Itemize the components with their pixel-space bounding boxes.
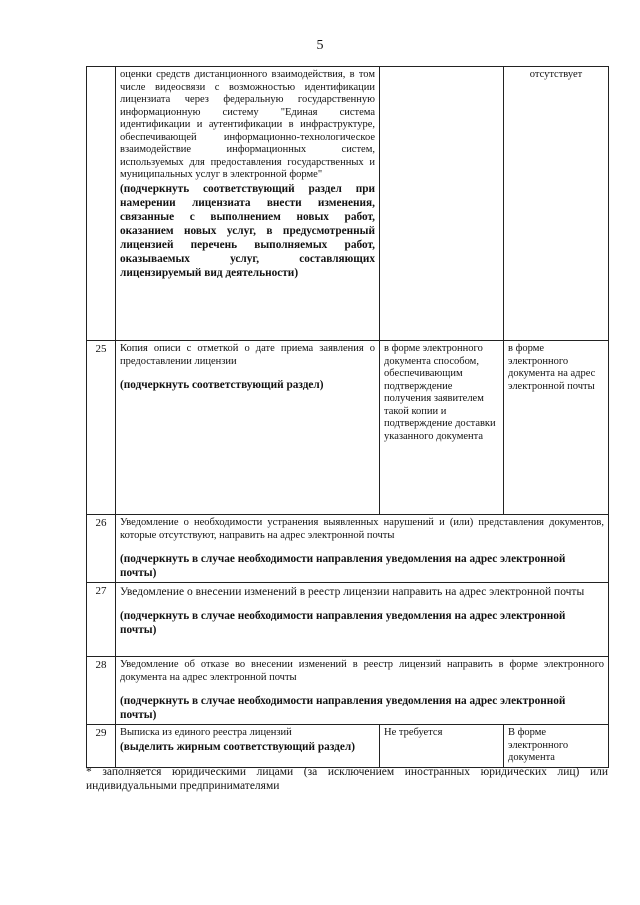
- row-instruction: (подчеркнуть соответствующий раздел при намерении лицензиата внести изменения, связанные с выполнением новых работ, оказанием новых услуг, в предусмотренный лицензией перечень выполняемых работ, оказываемых услуг, составляющих лицензируемый вид деятельности): [120, 182, 375, 279]
- row-text: Копия описи с отметкой о дате приема заявления о предоставлении лицензии: [120, 343, 375, 367]
- row-instruction: (подчеркнуть в случае необходимости направления уведомления на адрес электронной почты): [120, 553, 566, 579]
- row-instruction: (подчеркнуть в случае необходимости направления уведомления на адрес электронной почты): [120, 610, 566, 636]
- row-description: [116, 341, 380, 515]
- row-text: Уведомление о необходимости устранения выявленных нарушений и (или) представления документов, которые отсутствуют, направить на адрес электронной почты: [120, 517, 604, 541]
- row-instruction: (подчеркнуть соответствующий раздел): [120, 379, 324, 391]
- table-row-29: [87, 725, 609, 768]
- row-text: Уведомление о внесении изменений в реестр лицензии направить на адрес электронной почты: [120, 586, 585, 598]
- row-number: 28: [87, 657, 116, 725]
- row-text: Выписка из единого реестра лицензий: [120, 727, 292, 738]
- row-text: оценки средств дистанционного взаимодействия, в том числе видеосвязи с возможностью идентификации лицензиата через федеральную государственную информационную систему "Единая система идентификации и аутентификации в инфраструктуре, обеспечивающей информационно-технологическое взаимодействие информационных систем, используемых для предоставления государственных и муниципальных услуг в электронной форме": [120, 69, 375, 180]
- row-instruction: (выделить жирным соответствующий раздел): [120, 740, 355, 753]
- row-description: [116, 657, 609, 725]
- document-table: [86, 66, 609, 768]
- row-col4: в форме электронного документа на адрес электронной почты: [504, 341, 609, 515]
- page-number: 5: [316, 38, 324, 53]
- row-number: 25: [87, 341, 116, 515]
- row-col3: [380, 67, 504, 341]
- row-col4: отсутствует: [504, 67, 609, 341]
- row-number: 26: [87, 515, 116, 583]
- row-description: [116, 583, 609, 657]
- row-description: [116, 725, 380, 768]
- row-description: [116, 67, 380, 341]
- table-row-27: [87, 583, 609, 657]
- row-col3: Не требуется: [380, 725, 504, 768]
- footnote: * заполняется юридическими лицами (за исключением иностранных юридических лиц) или индивидуальными предпринимателями: [86, 766, 608, 792]
- table-row-28: [87, 657, 609, 725]
- row-text: Уведомление об отказе во внесении изменений в реестр лицензий направить в форме электронного документа на адрес электронной почты: [120, 659, 604, 683]
- row-description: [116, 515, 609, 583]
- table-row-26: [87, 515, 609, 583]
- row-col3: в форме электронного документа способом, обеспечивающим подтверждение получения заявителем такой копии и подтверждение доставки указанного документа: [380, 341, 504, 515]
- table-row-25: [87, 341, 609, 515]
- row-col4: В форме электронного документа: [504, 725, 609, 768]
- row-instruction: (подчеркнуть в случае необходимости направления уведомления на адрес электронной почты): [120, 695, 566, 721]
- row-number: 27: [87, 583, 116, 657]
- table-row-24: [87, 67, 609, 341]
- row-number: 29: [87, 725, 116, 768]
- row-number: [87, 67, 116, 341]
